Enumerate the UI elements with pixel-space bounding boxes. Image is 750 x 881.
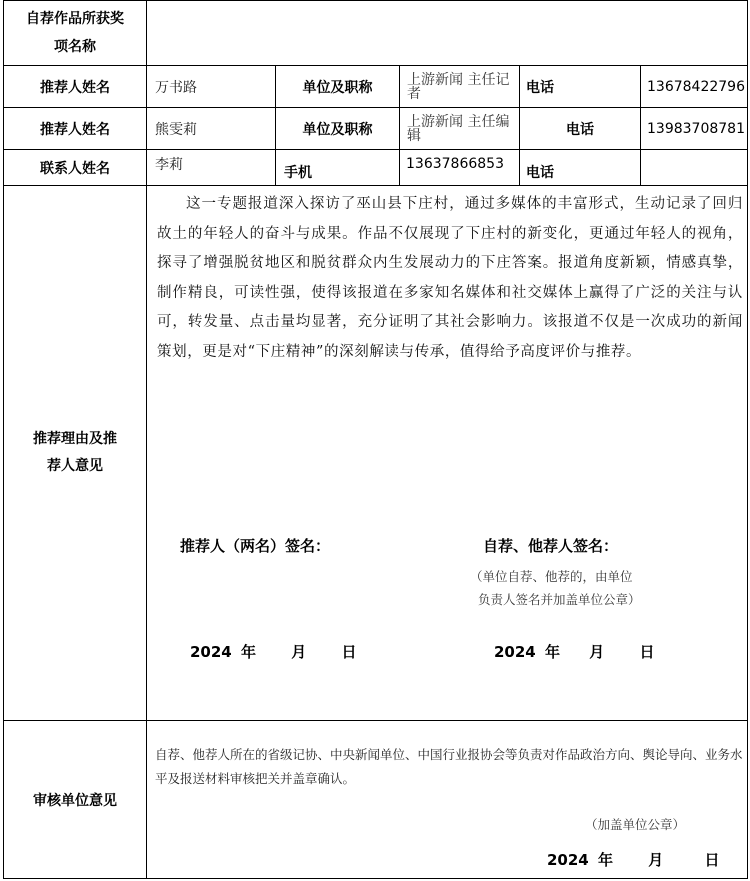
award-label: 自荐作品所获奖项名称 xyxy=(26,11,124,55)
recommender-1-label-cell xyxy=(4,66,147,108)
reason-row xyxy=(4,186,748,721)
self-recommend-date xyxy=(494,641,655,662)
reason-text: 这一专题报道深入探访了巫山县下庄村，通过多媒体的丰富形式，生动记录了回归故土的年轻人的奋斗与成果。作品不仅展现了下庄村的新变化，更通过年轻人的视角，探寻了增强脱贫地区和脱贫群众内生发展动力的下庄答案。报道角度新颖，情感真挚，制作精良，可读性强，使得该报道在多家知名媒体和社交媒体上赢得了广泛的关注与认可，转发量、点击量均显著，充分证明了其社会影响力。该报道不仅是一次成功的新闻策划，更是对“下庄精神”的深刻解读与传承，值得给予高度评价与推荐。 xyxy=(157,196,744,360)
contact-row xyxy=(4,150,748,186)
recommender-row-1 xyxy=(4,66,748,108)
audit-date xyxy=(547,849,720,870)
recommender-date-year-unit: 年 xyxy=(240,643,256,661)
recommender-2-label-cell xyxy=(4,108,147,150)
recommender-1-name: 万书路 xyxy=(155,79,197,96)
recommender-2-name-cell[interactable] xyxy=(147,108,276,150)
award-row xyxy=(4,1,748,66)
recommenders-signature-label: 推荐人（两名）签名： xyxy=(180,537,331,555)
contact-mobile-label: 手机 xyxy=(284,165,312,181)
recommender-2-unit-label: 单位及职称 xyxy=(302,121,373,138)
award-value-cell[interactable] xyxy=(147,1,748,66)
audit-label: 审核单位意见 xyxy=(33,792,117,809)
contact-label-cell xyxy=(4,150,147,186)
self-recommend-signature-label: 自荐、他荐人签名： xyxy=(483,537,619,555)
audit-date-day-unit: 日 xyxy=(704,851,720,869)
self-recommend-date-month-unit: 月 xyxy=(589,643,605,661)
recommender-date-day-unit: 日 xyxy=(341,643,357,661)
self-recommend-date-year-unit: 年 xyxy=(544,643,560,661)
contact-label: 联系人姓名 xyxy=(40,160,110,177)
recommender-2-phone-label-cell xyxy=(520,108,641,150)
reason-content-cell[interactable] xyxy=(147,186,748,721)
recommender-date-month-unit: 月 xyxy=(291,643,307,661)
recommender-1-unit-cell[interactable] xyxy=(400,66,520,108)
audit-label-cell xyxy=(4,721,147,879)
reason-label: 推荐理由及推荐人意见 xyxy=(33,431,117,474)
recommender-date xyxy=(190,641,357,662)
recommender-2-unit-label-cell xyxy=(276,108,400,150)
recommender-2-unit-cell[interactable] xyxy=(400,108,520,150)
recommender-1-phone-cell[interactable] xyxy=(641,66,748,108)
unit-signature-note-line-2: 负责人签名并加盖单位公章） xyxy=(478,592,641,607)
audit-date-year: 2024 xyxy=(547,851,589,869)
audit-stamp-note: （加盖单位公章） xyxy=(585,817,686,832)
reason-label-cell xyxy=(4,186,147,721)
audit-date-month-unit: 月 xyxy=(648,851,664,869)
audit-row xyxy=(4,721,748,879)
recommender-2-phone-label: 电话 xyxy=(566,121,594,138)
contact-mobile-value: 13637866853 xyxy=(406,156,504,172)
recommender-1-unit-label-cell xyxy=(276,66,400,108)
audit-text: 自荐、他荐人所在的省级记协、中央新闻单位、中国行业报协会等负责对作品政治方向、舆论导向、业务水平及报送材料审核把关并盖章确认。 xyxy=(155,747,743,786)
award-label-cell xyxy=(4,1,147,66)
top-edge-mark xyxy=(711,0,727,1)
recommender-2-phone-cell[interactable] xyxy=(641,108,748,150)
recommender-1-phone-label: 电话 xyxy=(526,79,554,96)
recommender-1-phone-value: 13678422796 xyxy=(647,78,745,95)
recommendation-form-table xyxy=(3,0,748,879)
self-recommend-date-day-unit: 日 xyxy=(639,643,655,661)
contact-phone-label: 电话 xyxy=(526,165,554,181)
contact-mobile-label-cell xyxy=(276,150,400,186)
contact-name-cell[interactable] xyxy=(147,150,276,186)
recommender-1-unit-label: 单位及职称 xyxy=(302,79,373,96)
recommender-2-label: 推荐人姓名 xyxy=(40,121,110,138)
recommender-1-name-cell[interactable] xyxy=(147,66,276,108)
recommender-1-unit-value: 上游新闻 主任记者 xyxy=(407,71,510,102)
recommender-row-2 xyxy=(4,108,748,150)
contact-phone-label-cell xyxy=(520,150,641,186)
recommender-1-label: 推荐人姓名 xyxy=(40,79,110,96)
recommender-1-phone-label-cell xyxy=(520,66,641,108)
recommendation-form-page xyxy=(3,0,747,879)
audit-content-cell[interactable] xyxy=(147,721,748,879)
recommender-2-phone-value: 13983708781 xyxy=(647,120,745,137)
self-recommend-date-year: 2024 xyxy=(494,643,536,661)
contact-name: 李莉 xyxy=(155,157,183,173)
unit-signature-note-line-1: （单位自荐、他荐的，由单位 xyxy=(470,569,633,584)
contact-phone-cell[interactable] xyxy=(641,150,748,186)
recommender-date-year: 2024 xyxy=(190,643,232,661)
audit-date-year-unit: 年 xyxy=(597,851,613,869)
recommender-2-name: 熊雯莉 xyxy=(155,121,197,138)
recommender-2-unit-value: 上游新闻 主任编辑 xyxy=(407,113,510,144)
contact-mobile-cell[interactable] xyxy=(400,150,520,186)
